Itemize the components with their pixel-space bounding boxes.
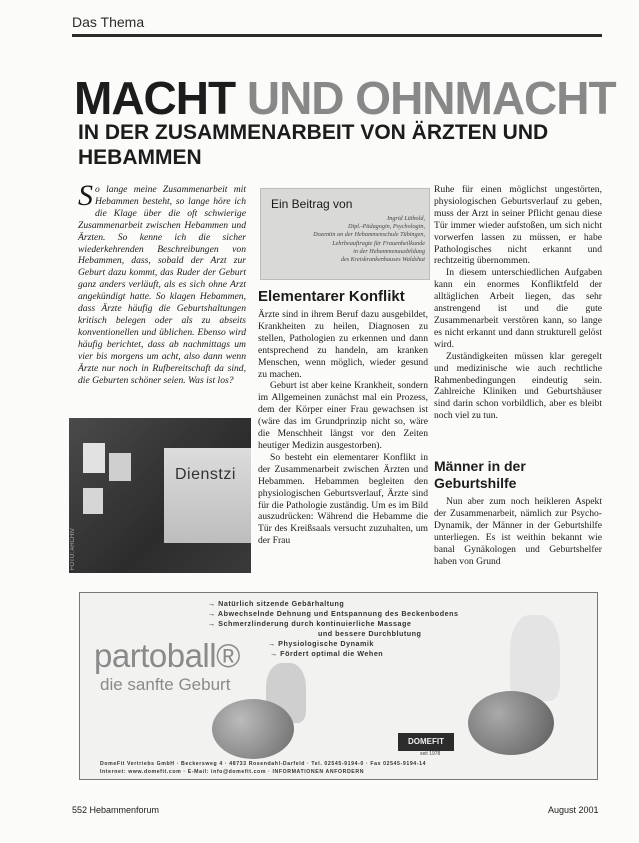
domefit-logo-sub: seit 1978 [420, 751, 441, 757]
intro-text: o lange meine Zusammenarbeit mit Hebammen besteht, so lange höre ich die Klage über die oft schwierige Zusammenarbeit zwischen Hebammen und Ärzten. So kenne ich die sicher wiederkehrenden Beschreibungen von Hebammen, dass, sobald der Arzt zur Geburt dazu kommt, das Ruder der Geburt ganz anders verläuft, als es sich ohne Arzt angekündigt hatte. So klagen Hebammen, dass Ärzte häufig die Geburtshaltungen kritisch belegen oder als zu abseits konventionellen und üblichen. Ebenso wird häufig berichtet, dass ab nachmittags um vier bis morgens um acht, also dann wenn Ärzte nur noch in Rufbereitschaft da sind, die Geburten schöner seien. Was ist los? [78, 184, 246, 386]
paragraph: Ärzte sind in ihrem Beruf dazu ausgebildet, Krankheiten zu heilen, Diagnosen zu stellen, Pathologien zu erkennen und dann entsprechend zu handeln, am kranken Menschen, wenn möglich, wieder gesund zu machen. [258, 309, 428, 380]
partoball-advertisement [79, 592, 598, 780]
ad-tagline: die sanfte Geburt [100, 675, 231, 694]
paragraph: In diesem unterschiedlichen Aufgaben kann ein enormes Konfliktfeld der alltäglichen Arbeit liegen, das sehr anstrengend ist und die gute Zusammenarbeit verstören kann, so lange es nicht erkannt und dann strukturell gelöst wird. [434, 267, 602, 350]
article-subtitle: IN DER ZUSAMMENARBEIT VON ÄRZTEN UND HEBAMMEN [78, 121, 549, 169]
photo-door-panel [164, 448, 251, 543]
ad-midwife-figure [510, 615, 560, 701]
heading-elementarer-konflikt: Elementarer Konflikt [258, 288, 405, 305]
author-box [260, 188, 430, 280]
author-line: des Kreiskrankenhauses Waldshut [340, 256, 425, 264]
ad-benefit-list [208, 599, 508, 659]
author-line: Lehrbeauftragte für Frauenheilkunde [332, 239, 425, 247]
paragraph: Geburt ist aber keine Krankheit, sondern im Allgemeinen zunächst mal ein Prozess, dem der Körper einer Frau gewachsen ist (wäre das im Grundprinzip nicht so, wäre die Menschheit längst vor den Zeiten heutiger Medizin ausgestorben). [258, 380, 428, 451]
ad-benefit: → Natürlich sitzende Gebärhaltung [208, 599, 345, 608]
page-number-publication: 552 Hebammenforum [72, 805, 160, 815]
title-part-2: UND OHNMACHT [246, 72, 616, 124]
domefit-logo: DOMEFIT [398, 733, 454, 751]
dropcap: S [78, 179, 93, 212]
intro-paragraph [78, 179, 246, 386]
issue-date: August 2001 [548, 805, 599, 815]
title-part-1: MACHT [74, 72, 236, 124]
ad-benefit: → Physiologische Dynamik [268, 639, 374, 648]
author-line: Ingrid Lüthold, [387, 215, 425, 222]
photo-sign-text: Dienstzi [175, 466, 236, 483]
ad-benefit: → Fördert optimal die Wehen [270, 649, 384, 658]
author-line: Dozentin an der Hebammenschule Tübingen, [313, 231, 425, 239]
column-middle [258, 309, 428, 547]
ad-benefit: → Abwechselnde Dehnung und Entspannung des Beckenbodens [208, 609, 459, 618]
column-right [434, 184, 602, 422]
ad-ball-right [468, 691, 554, 755]
paragraph: Zuständigkeiten müssen klar geregelt und medizinische wie auch rechtliche Rahmenbedingungen eindeutig sein. Zahlreiche Kliniken und Geburtshäuser sind darin schon vorbildlich, aber es bleibt noch viel zu tun. [434, 350, 602, 422]
ad-benefit: und bessere Durchblutung [318, 629, 422, 638]
paragraph: Nun aber zum noch heikleren Aspekt der Zusammenarbeit, nämlich zur Psycho-Dynamik, der Männer in der Geburtshilfe unterliegen. Es ist weithin bekannt wie banal Gynäkologen und Geburtshelfer haben von Grund [434, 496, 602, 567]
author-line: in der Hebammenausbildung [353, 247, 425, 255]
heading-maenner-geburtshilfe: Männer in der Geburtshilfe [434, 458, 526, 491]
paragraph: So besteht ein elementarer Konflikt in der Zusammenarbeit zwischen Ärzten und Hebammen. Hebammen begleiten den physiologischen Geburtsverlauf, Ärzte sind für die Pathologie zuständig. Um es im Bild auszudrücken: Während die Hebamme die Tür des Kreißsaals versucht zuzuhalten, um der Frau [258, 451, 428, 547]
header-rule [72, 34, 602, 37]
ad-contact-line: DomeFit Vertriebs GmbH · Beckersweg 4 · 48733 Rosendahl-Darfeld · Tel. 02545-9194-0 · Fax 02545-9194-14 [100, 761, 427, 767]
photo-paper-1 [83, 443, 105, 473]
ad-benefit: → Schmerzlinderung durch kontinuierliche Massage [208, 619, 412, 628]
ad-ball-left [212, 699, 294, 759]
article-title [74, 74, 614, 122]
partoball-logo: partoball® [94, 637, 240, 674]
photo-paper-3 [83, 488, 103, 514]
photo-credit: FOTO: ARCHIV [70, 528, 76, 571]
author-box-lines [275, 215, 425, 275]
author-box-label: Ein Beitrag von [271, 197, 353, 211]
column-right-continued [434, 496, 602, 567]
section-label: Das Thema [72, 14, 145, 30]
photo-paper-2 [109, 453, 131, 481]
paragraph: Ruhe für einen möglichst ungestörten, physiologischen Geburtsverlauf zu geben, muss der Arzt in seiner Pflicht genau diese Tür immer wieder aufstoßen, um sich nicht vorwerfen lassen zu müssen, er habe Pathologisches nicht erkannt und rechtzeitig übernommen. [434, 184, 602, 267]
ad-web-line: Internet: www.domefit.com · E-Mail: info@domefit.com · INFORMATIONEN ANFORDERN [100, 769, 365, 775]
author-line: Dipl.-Pädagogin, Psychologin, [348, 223, 425, 231]
article-photo [69, 418, 251, 573]
